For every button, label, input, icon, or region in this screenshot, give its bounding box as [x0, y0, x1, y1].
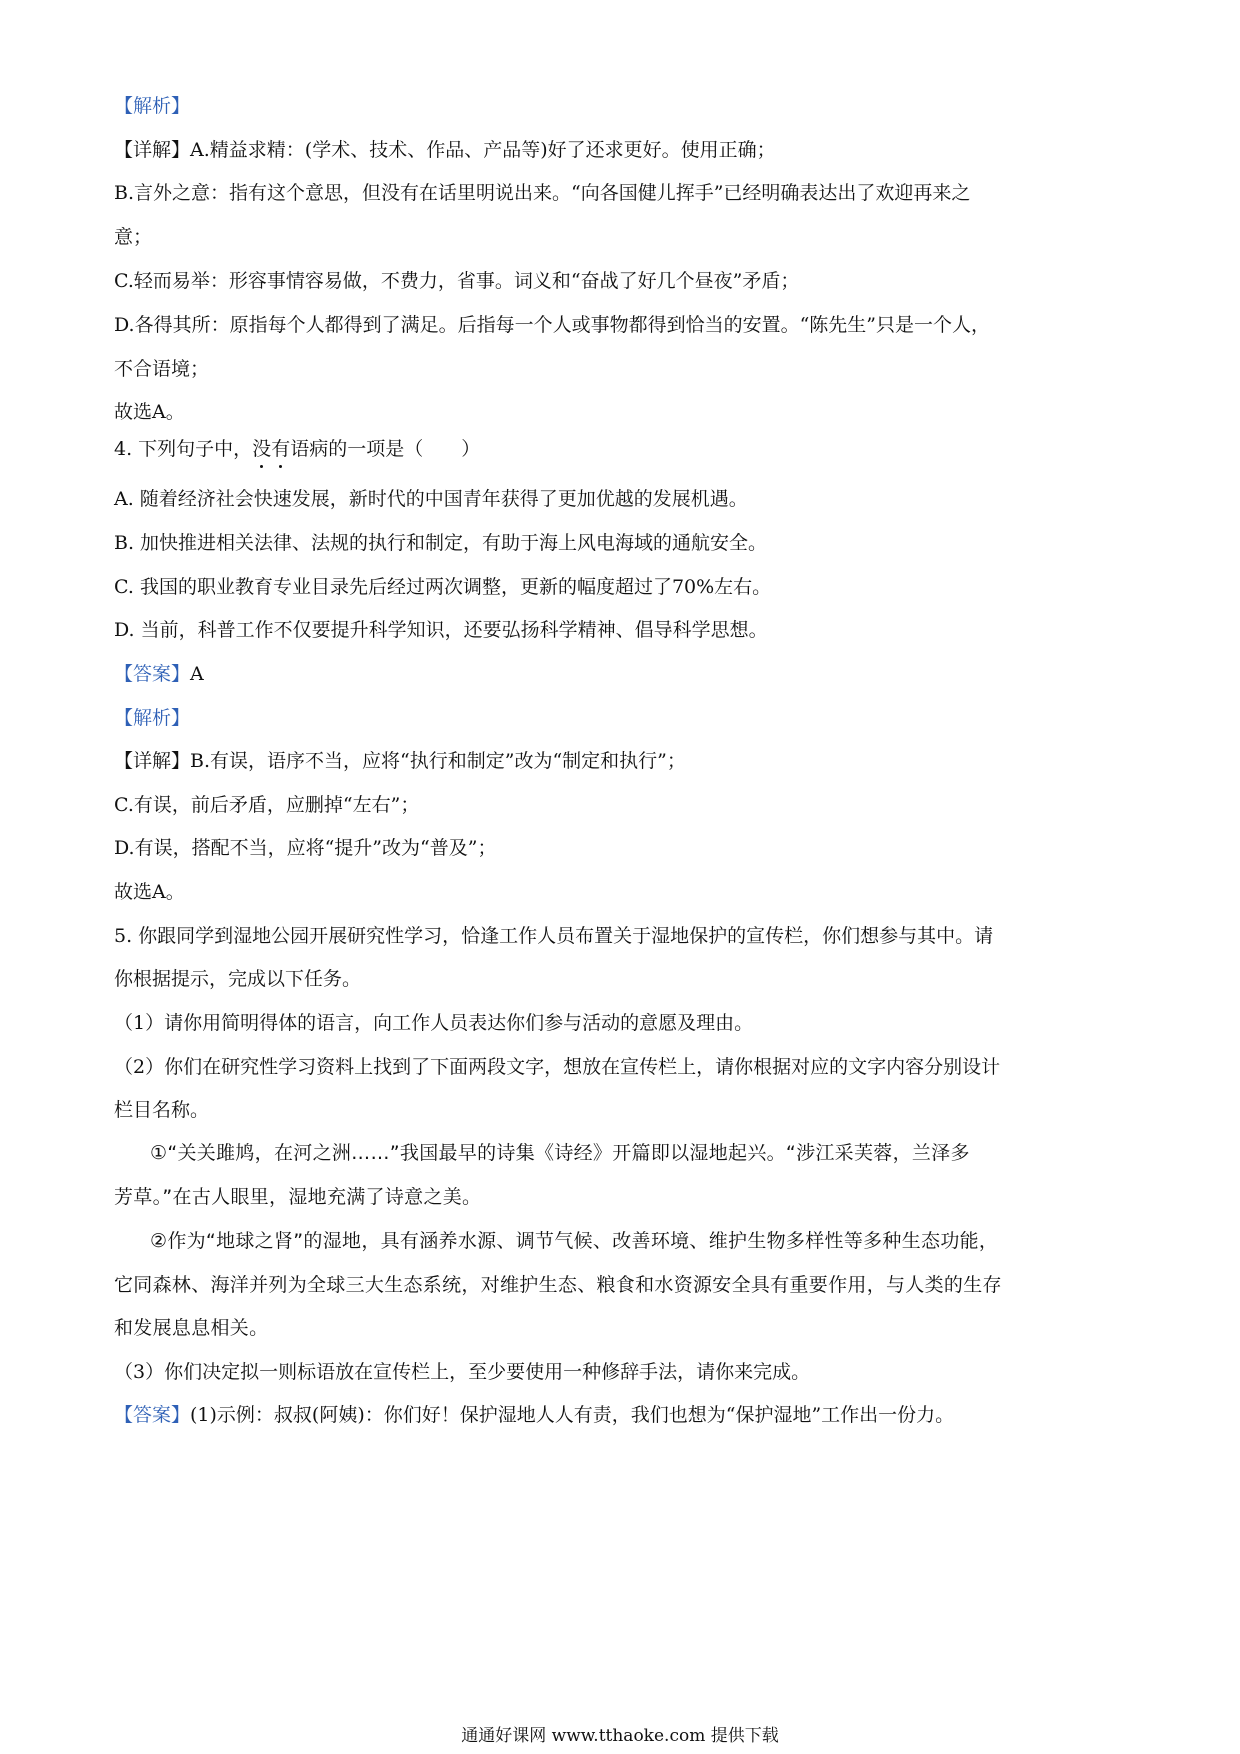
q5-passage-2-line-3: 和发展息息相关。	[114, 1317, 269, 1339]
q5-answer-text: (1)示例：叔叔(阿姨)：你们好！保护湿地人人有责，我们也想为“保护湿地”工作出一份力。	[190, 1404, 955, 1426]
q4-detail-b-text: B.有误，语序不当，应将“执行和制定”改为“制定和执行”；	[190, 750, 686, 772]
question-4-stem	[114, 436, 1134, 462]
q4-detail-b-line	[114, 748, 1134, 774]
detail-c-line: C.轻而易举：形容事情容易做，不费力，省事。词义和“奋战了好几个昼夜”矛盾；	[114, 270, 800, 292]
detail-d-line-2: 不合语境；	[114, 358, 210, 380]
q4-option-c: C. 我国的职业教育专业目录先后经过两次调整，更新的幅度超过了70%左右。	[114, 576, 772, 598]
answer-tag: 【答案】	[114, 663, 191, 685]
q4-stem-prefix: 4. 下列句子中，	[114, 438, 253, 460]
q5-task-1: （1）请你用简明得体的语言，向工作人员表达你们参与活动的意愿及理由。	[114, 1012, 754, 1034]
q5-answer-line	[114, 1402, 1134, 1428]
q4-answer-line	[114, 661, 1134, 687]
q5-task-2-line-2: 栏目名称。	[114, 1099, 210, 1121]
jiexi-heading: 【解析】	[114, 95, 191, 117]
answer-tag: 【答案】	[114, 1404, 191, 1426]
conclusion-q3: 故选A。	[114, 401, 185, 423]
detail-b-line-1: B.言外之意：指有这个意思，但没有在话里明说出来。“向各国健儿挥手”已经明确表达出了欢迎再来之	[114, 182, 971, 204]
q5-passage-2-line-2: 它同森林、海洋并列为全球三大生态系统，对维护生态、粮食和水资源安全具有重要作用，与人类的生存	[114, 1274, 1002, 1296]
q4-option-b: B. 加快推进相关法律、法规的执行和制定，有助于海上风电海域的通航安全。	[114, 532, 768, 554]
q5-passage-2-line-1: ②作为“地球之肾”的湿地，具有涵养水源、调节气候、改善环境、维护生物多样性等多种生态功能，	[150, 1230, 999, 1252]
detail-tag: 【详解】	[114, 750, 191, 772]
q5-task-2-line-1: （2）你们在研究性学习资料上找到了下面两段文字，想放在宣传栏上，请你根据对应的文字内容分别设计	[114, 1056, 1001, 1078]
conclusion-q4: 故选A。	[114, 881, 185, 903]
emphasis-dot-char: 有	[271, 438, 291, 460]
q4-detail-c-line: C.有误，前后矛盾，应删掉“左右”；	[114, 794, 420, 816]
detail-b-line-2: 意；	[114, 226, 153, 248]
question-5-stem-1: 5. 你跟同学到湿地公园开展研究性学习，恰逢工作人员布置关于湿地保护的宣传栏，你们想参与其中。请	[114, 925, 994, 947]
q5-passage-1-line-2: 芳草。”在古人眼里，湿地充满了诗意之美。	[114, 1186, 482, 1208]
q4-jiexi-heading: 【解析】	[114, 707, 191, 729]
detail-d-line-1: D.各得其所：原指每个人都得到了满足。后指每一个人或事物都得到恰当的安置。“陈先生”只是一个人，	[114, 314, 991, 336]
q4-option-d: D. 当前，科普工作不仅要提升科学知识，还要弘扬科学精神、倡导科学思想。	[114, 619, 768, 641]
answer-value: A	[190, 663, 204, 685]
detail-a-line	[114, 137, 1134, 163]
q4-stem-suffix: 语病的一项是（ ）	[290, 438, 481, 460]
q4-detail-d-line: D.有误，搭配不当，应将“提升”改为“普及”；	[114, 837, 497, 859]
q5-passage-1-line-1: ①“关关雎鸠，在河之洲……”我国最早的诗集《诗经》开篇即以湿地起兴。“涉江采芙蓉，兰泽多	[150, 1142, 970, 1164]
detail-tag: 【详解】	[114, 139, 191, 161]
detail-a-text: A.精益求精：(学术、技术、作品、产品等)好了还求更好。使用正确；	[190, 139, 776, 161]
page-footer: 通通好课网 www.tthaoke.com 提供下载	[461, 1726, 779, 1746]
question-5-stem-2: 你根据提示，完成以下任务。	[114, 968, 362, 990]
q4-option-a: A. 随着经济社会快速发展，新时代的中国青年获得了更加优越的发展机遇。	[114, 488, 748, 510]
emphasis-dot-char: 没	[252, 438, 272, 460]
q5-task-3: （3）你们决定拟一则标语放在宣传栏上，至少要使用一种修辞手法，请你来完成。	[114, 1361, 811, 1383]
